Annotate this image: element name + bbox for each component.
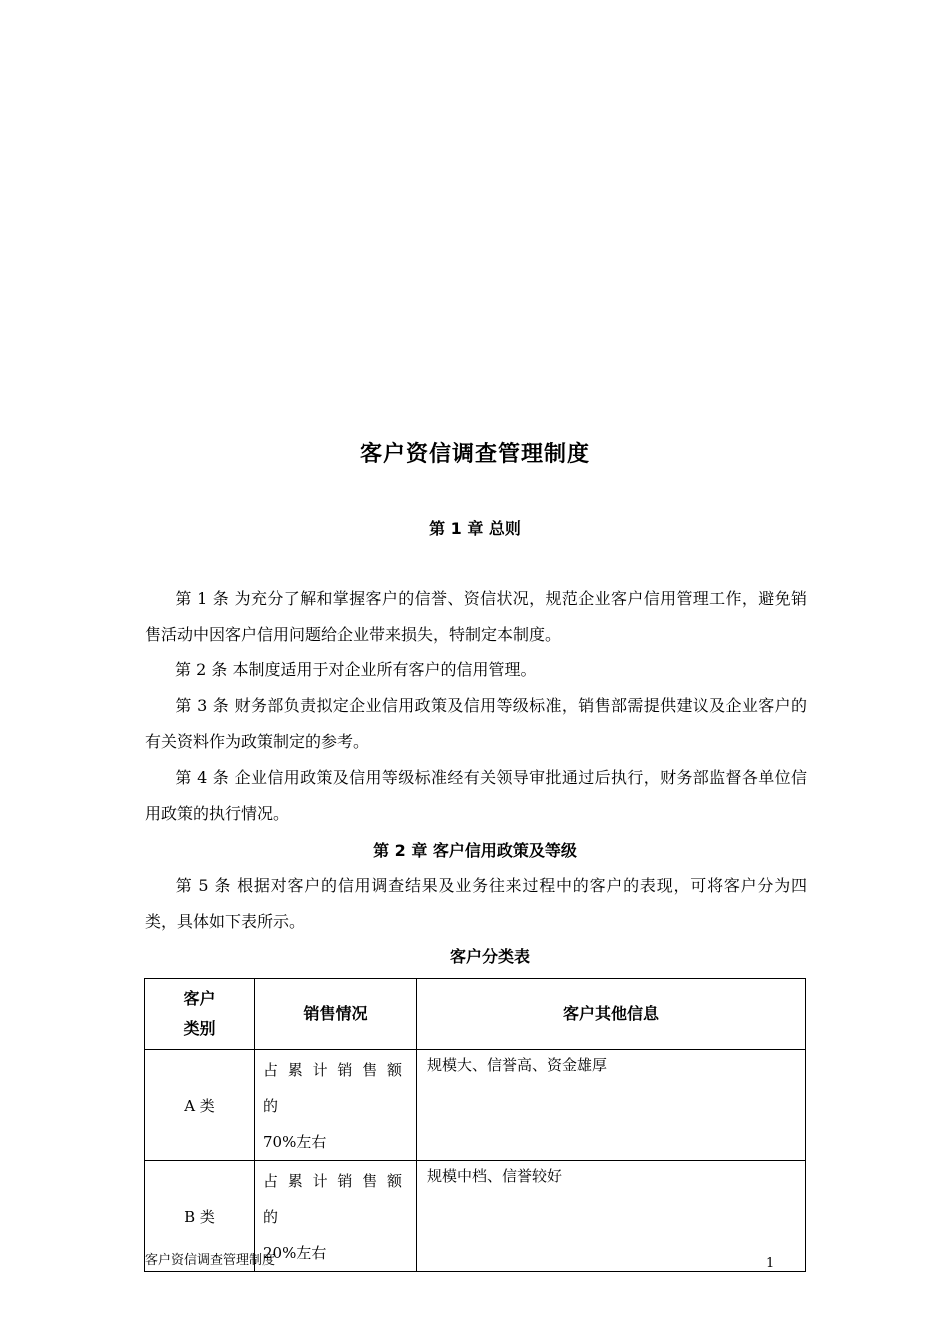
cell-category: A 类 bbox=[145, 1050, 255, 1161]
article-1: 第 1 条 为充分了解和掌握客户的信誉、资信状况，规范企业客户信用管理工作，避免销售活动中因客户信用问题给企业带来损失，特制定本制度。 bbox=[145, 589, 807, 644]
footer-document-title: 客户资信调查管理制度 bbox=[145, 1253, 276, 1268]
chapter-1-heading: 第 1 章 总则 bbox=[429, 519, 521, 538]
customer-classification-table bbox=[144, 978, 806, 1272]
article-3: 第 3 条 财务部负责拟定企业信用政策及信用等级标准，销售部需提供建议及企业客户的有关资料作为政策制定的参考。 bbox=[145, 696, 807, 751]
cell-other-info: 规模中档、信誉较好 bbox=[417, 1161, 806, 1272]
cell-other-info: 规模大、信誉高、资金雄厚 bbox=[417, 1050, 806, 1161]
cell-sales: 占累计销售额的 20%左右 bbox=[255, 1161, 417, 1272]
cell-category: B 类 bbox=[145, 1161, 255, 1272]
page-number: 1 bbox=[766, 1256, 775, 1271]
header-category: 客户 类别 bbox=[145, 979, 255, 1050]
article-2: 第 2 条 本制度适用于对企业所有客户的信用管理。 bbox=[175, 660, 537, 679]
article-5: 第 5 条 根据对客户的信用调查结果及业务往来过程中的客户的表现，可将客户分为四类，具体如下表所示。 bbox=[145, 876, 807, 931]
cell-sales: 占累计销售额的 70%左右 bbox=[255, 1050, 417, 1161]
document-title: 客户资信调查管理制度 bbox=[359, 442, 590, 467]
table-row bbox=[145, 1050, 806, 1161]
header-other-info: 客户其他信息 bbox=[417, 979, 806, 1050]
table-header-row bbox=[145, 979, 806, 1050]
table-caption: 客户分类表 bbox=[449, 947, 530, 966]
article-4: 第 4 条 企业信用政策及信用等级标准经有关领导审批通过后执行，财务部监督各单位信用政策的执行情况。 bbox=[145, 768, 807, 823]
header-sales: 销售情况 bbox=[255, 979, 417, 1050]
chapter-2-heading: 第 2 章 客户信用政策及等级 bbox=[373, 841, 577, 860]
